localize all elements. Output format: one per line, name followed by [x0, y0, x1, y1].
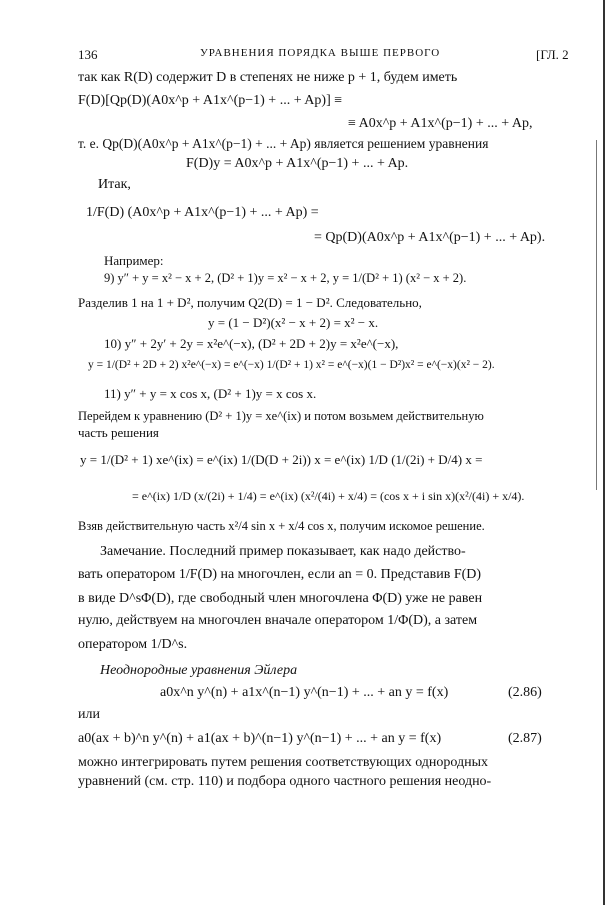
- formula-line-7: 1/F(D) (A0x^p + A1x^(p−1) + ... + Ap) =: [86, 205, 319, 220]
- running-title: УРАВНЕНИЯ ПОРЯДКА ВЫШЕ ПЕРВОГО: [200, 47, 441, 59]
- text-line-final-1: можно интегрировать путем решения соответствующих однородных: [78, 755, 489, 770]
- equation-number-2-87: (2.87): [508, 731, 542, 746]
- text-line-1: так как R(D) содержит D в степенях не ниже p + 1, будем иметь: [78, 70, 458, 85]
- formula-line-2: F(D)[Qp(D)(A0x^p + A1x^(p−1) + ... + Ap)] ≡: [78, 93, 343, 108]
- text-line-division: Разделив 1 на 1 + D², получим Q2(D) = 1 − D². Следовательно,: [78, 295, 422, 310]
- text-line-example: Например:: [104, 253, 164, 268]
- example-11: 11) y″ + y = x cos x, (D² + 1)y = x cos x.: [104, 386, 317, 401]
- formula-line-3: ≡ A0x^p + A1x^(p−1) + ... + Ap,: [348, 116, 533, 131]
- equation-number-2-86: (2.86): [508, 685, 542, 700]
- text-line-real-part: часть решения: [78, 425, 159, 440]
- page-edge-line: [603, 0, 605, 905]
- equation-2-87: a0(ax + b)^n y^(n) + a1(ax + b)^(n−1) y^(n−1) + ... + an y = f(x): [78, 731, 442, 746]
- example-9: 9) y″ + y = x² − x + 2, (D² + 1)y = x² − x + 2, y = 1/(D² + 1) (x² − x + 2).: [104, 271, 467, 285]
- example-10: 10) y″ + 2y′ + 2y = x²e^(−x), (D² + 2D + 2)y = x²e^(−x),: [104, 336, 399, 351]
- page-number: 136: [78, 47, 98, 62]
- remark-line-5: оператором 1/D^s.: [78, 637, 188, 652]
- text-line-final-2: уравнений (см. стр. 110) и подбора одного частного решения неодно-: [78, 774, 492, 789]
- formula-line-y4: = e^(ix) 1/D (x/(2i) + 1/4) = e^(ix) (x²/(4i) + x/4) = (cos x + i sin x)(x²/(4i) + x/4).: [132, 489, 525, 503]
- remark-line-1: Замечание. Последний пример показывает, как надо действо-: [100, 544, 466, 559]
- text-line-or: или: [78, 707, 100, 722]
- formula-line-y2: y = 1/(D² + 2D + 2) x²e^(−x) = e^(−x) 1/(D² + 1) x² = e^(−x)(1 − D²)x² = e^(−x)(x² − 2).: [88, 359, 495, 371]
- formula-line-y3: y = 1/(D² + 1) xe^(ix) = e^(ix) 1/(D(D + 2i)) x = e^(ix) 1/D (1/(2i) + D/4) x =: [80, 452, 483, 467]
- remark-line-2: вать оператором 1/F(D) на многочлен, если an = 0. Представив F(D): [78, 567, 482, 582]
- remark-line-4: нулю, действуем на многочлен вначале оператором 1/Φ(D), а затем: [78, 613, 478, 628]
- text-line-transition: Перейдем к уравнению (D² + 1)y = xe^(ix) и потом возьмем действительную: [78, 409, 484, 423]
- page-edge-line-inner: [596, 140, 597, 490]
- equation-2-86: a0x^n y^(n) + a1x^(n−1) y^(n−1) + ... + an y = f(x): [160, 685, 449, 700]
- text-line-result: Взяв действительную часть x²/4 sin x + x/4 cos x, получим искомое решение.: [78, 519, 485, 533]
- formula-line-y1: y = (1 − D²)(x² − x + 2) = x² − x.: [208, 315, 379, 330]
- formula-line-5: F(D)y = A0x^p + A1x^(p−1) + ... + Ap.: [186, 156, 409, 171]
- text-line-itak: Итак,: [98, 177, 131, 192]
- section-title-euler: Неоднородные уравнения Эйлера: [100, 663, 298, 678]
- text-line-4: т. е. Qp(D)(A0x^p + A1x^(p−1) + ... + Ap) является решением уравнения: [78, 136, 489, 151]
- formula-line-8: = Qp(D)(A0x^p + A1x^(p−1) + ... + Ap).: [314, 230, 546, 245]
- remark-line-3: в виде D^sΦ(D), где свободный член многочлена Φ(D) уже не равен: [78, 591, 483, 606]
- chapter-label: [ГЛ. 2: [536, 47, 569, 62]
